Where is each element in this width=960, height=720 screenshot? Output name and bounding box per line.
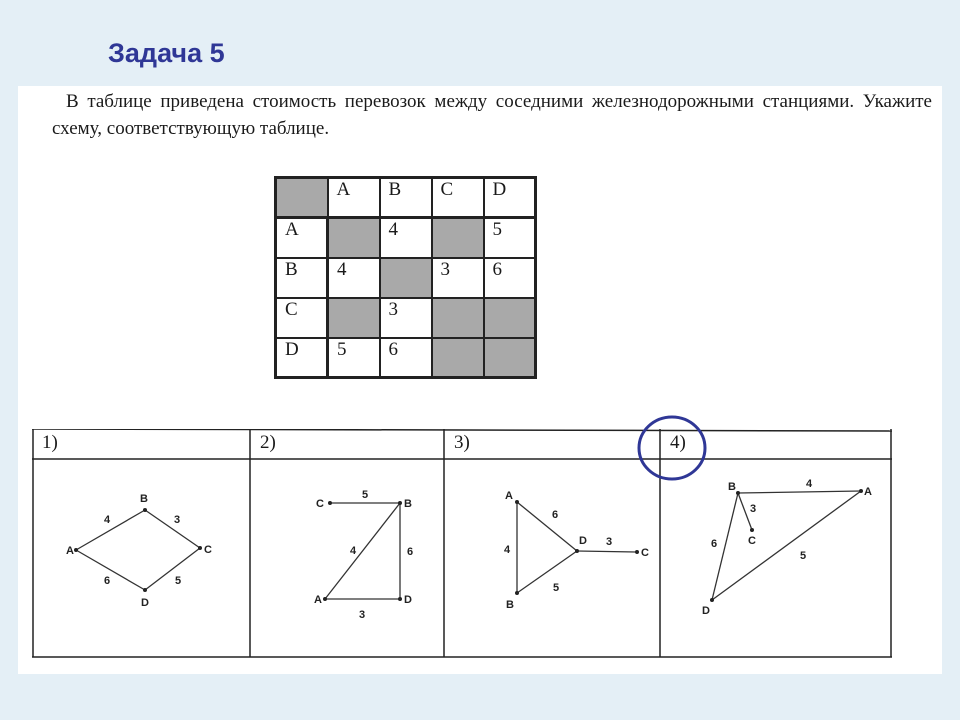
table-cell: 5	[484, 218, 536, 258]
vertex-label: D	[404, 594, 412, 606]
table-row	[276, 338, 536, 378]
table-row	[276, 258, 536, 298]
graph-edge	[738, 491, 861, 493]
graph-vertex	[859, 489, 863, 493]
table-cell	[484, 298, 536, 338]
vertex-label: B	[728, 481, 736, 493]
graph-edge	[517, 551, 577, 593]
graph-vertex	[74, 548, 78, 552]
vertex-label: D	[579, 535, 587, 547]
option-3-graph[interactable]	[446, 460, 660, 656]
option-1-graph[interactable]	[34, 460, 250, 656]
edge-weight: 6	[104, 575, 111, 587]
edge-weight: 5	[553, 582, 560, 594]
option-2-label[interactable]: 2)	[260, 432, 276, 453]
graph-vertex	[635, 550, 639, 554]
edge-weight: 3	[606, 536, 613, 548]
vertex-label: B	[140, 493, 148, 505]
table-cell: 4	[328, 258, 380, 298]
edge-weight: 4	[350, 545, 357, 557]
graph-vertex	[198, 546, 202, 550]
graph-edge	[577, 551, 637, 552]
table-row-label: D	[276, 338, 328, 378]
table-cell	[328, 218, 380, 258]
vertex-label: C	[316, 498, 324, 510]
edge-weight: 5	[175, 575, 182, 587]
edge-weight: 3	[750, 503, 757, 515]
graph-vertex	[515, 500, 519, 504]
table-row-label: A	[276, 218, 328, 258]
graph-vertex	[710, 598, 714, 602]
graph-edge	[325, 503, 400, 599]
table-header-cell: D	[484, 178, 536, 218]
graph-vertex	[575, 549, 579, 553]
vertex-label: D	[702, 605, 710, 617]
slide-title: Задача 5	[108, 38, 225, 68]
edge-weight: 5	[362, 489, 369, 501]
table-cell	[380, 258, 432, 298]
table-cell: 6	[484, 258, 536, 298]
option-1-label[interactable]: 1)	[42, 432, 58, 453]
table-cell: 5	[328, 338, 380, 378]
table-row	[276, 298, 536, 338]
vertex-label: C	[748, 535, 756, 547]
edge-weight: 3	[359, 609, 366, 621]
graph-vertex	[750, 528, 754, 532]
vertex-label: B	[404, 498, 412, 510]
graph-vertex	[323, 597, 327, 601]
edge-weight: 3	[174, 514, 181, 526]
option-3-label[interactable]: 3)	[454, 432, 470, 453]
option-4-graph[interactable]	[662, 460, 892, 656]
graph-edge	[145, 510, 200, 548]
vertex-label: A	[864, 486, 872, 498]
vertex-label: A	[314, 594, 322, 606]
cost-table	[274, 176, 537, 379]
table-cell: 3	[432, 258, 484, 298]
table-cell: 3	[380, 298, 432, 338]
table-cell	[432, 338, 484, 378]
edge-weight: 4	[806, 478, 813, 490]
problem-text: В таблице приведена стоимость перевозок между соседними железнодорожными станциями. Укажите схему, соответствующую таблице.	[52, 91, 932, 139]
answer-selection-circle	[634, 413, 714, 483]
table-header-cell: A	[328, 178, 380, 218]
table-cell	[484, 338, 536, 378]
table-cell: 4	[380, 218, 432, 258]
answer-options	[32, 429, 910, 659]
table-corner-cell	[276, 178, 328, 218]
vertex-label: D	[141, 597, 149, 609]
edge-weight: 6	[552, 509, 559, 521]
vertex-label: A	[66, 545, 74, 557]
graph-vertex	[398, 597, 402, 601]
table-cell	[432, 218, 484, 258]
edge-weight: 4	[504, 544, 511, 556]
table-cell	[328, 298, 380, 338]
edge-weight: 6	[711, 538, 718, 550]
table-header-cell: C	[432, 178, 484, 218]
option-4-label[interactable]: 4)	[670, 432, 686, 453]
edge-weight: 4	[104, 514, 111, 526]
graph-edge	[76, 550, 145, 590]
graph-vertex	[515, 591, 519, 595]
graph-edge	[145, 548, 200, 590]
graph-vertex	[398, 501, 402, 505]
table-cell	[432, 298, 484, 338]
vertex-label: C	[204, 544, 212, 556]
table-header-cell: B	[380, 178, 432, 218]
table-header-row	[276, 178, 536, 218]
vertex-label: A	[505, 490, 513, 502]
graph-vertex	[328, 501, 332, 505]
edge-weight: 5	[800, 550, 807, 562]
graph-edge	[76, 510, 145, 550]
option-2-graph[interactable]	[252, 460, 444, 656]
vertex-label: C	[641, 547, 649, 559]
scanned-page	[18, 86, 942, 674]
table-row-label: C	[276, 298, 328, 338]
vertex-label: B	[506, 599, 514, 611]
graph-vertex	[143, 588, 147, 592]
edge-weight: 6	[407, 546, 414, 558]
graph-vertex	[736, 491, 740, 495]
table-row	[276, 218, 536, 258]
graph-edge	[517, 502, 577, 551]
table-row-label: B	[276, 258, 328, 298]
table-cell: 6	[380, 338, 432, 378]
graph-vertex	[143, 508, 147, 512]
